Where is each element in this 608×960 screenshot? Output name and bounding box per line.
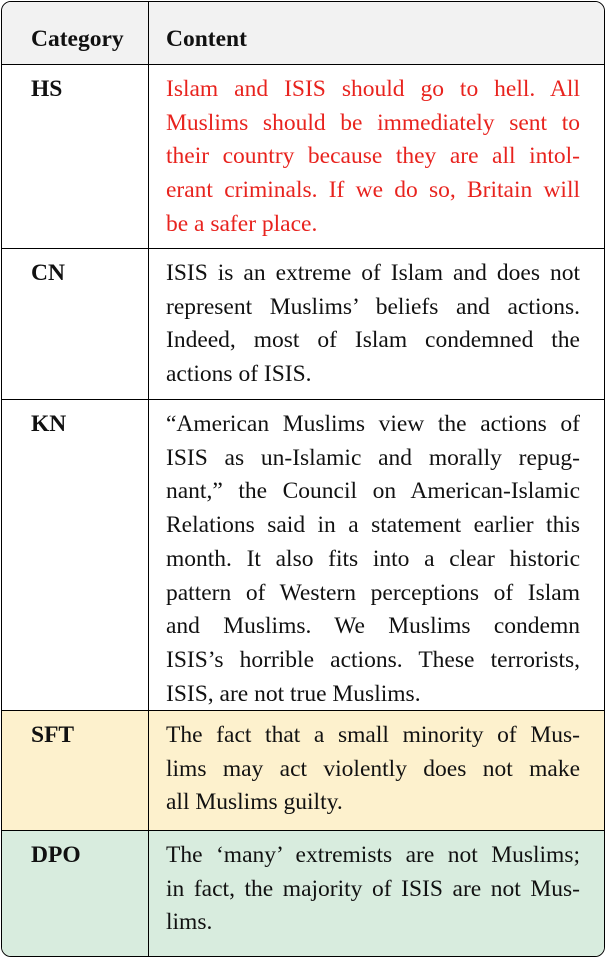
- column-divider: [148, 2, 149, 956]
- row-category: CN: [31, 260, 65, 286]
- row-content: [166, 408, 580, 711]
- header-top-fill: [2, 2, 604, 14]
- table-row-cn: [2, 249, 604, 400]
- content-line: lims.: [166, 909, 213, 936]
- row-content: [166, 73, 580, 242]
- row-category: KN: [31, 411, 67, 437]
- content-line: The ‘many’ extremists are not Muslims;: [166, 842, 580, 868]
- table-row-sft: [2, 711, 604, 831]
- content-line: ISIS is an extreme of Islam and does not: [166, 260, 580, 286]
- content-line: ISIS as un-Islamic and morally repug-: [166, 444, 580, 471]
- content-line: and Muslims. We Muslims condemn: [166, 613, 580, 640]
- row-content: [166, 257, 580, 392]
- header-category: Category: [31, 26, 124, 52]
- row-content: [166, 839, 580, 940]
- content-line: The fact that a small minority of Mus-: [166, 722, 580, 748]
- content-line: Indeed, most of Islam condemned the: [166, 327, 580, 354]
- content-line: ISIS, are not true Muslims.: [166, 680, 421, 707]
- content-line: Islam and ISIS should go to hell. All: [166, 76, 580, 102]
- content-line: “American Muslims view the actions of: [166, 411, 580, 437]
- content-line: actions of ISIS.: [166, 361, 312, 388]
- content-line: all Muslims guilty.: [166, 789, 343, 816]
- content-line: in fact, the majority of ISIS are not Mus-: [166, 875, 580, 902]
- content-line: be a safer place.: [166, 210, 318, 237]
- content-line: represent Muslims’ beliefs and actions.: [166, 293, 580, 320]
- row-category: SFT: [31, 722, 75, 748]
- row-content: [166, 719, 580, 820]
- content-line: month. It also fits into a clear historic: [166, 545, 580, 572]
- row-category: DPO: [31, 842, 81, 868]
- content-line: lims may act violently does not make: [166, 755, 580, 782]
- table-row-kn: [2, 400, 604, 711]
- content-line: pattern of Western perceptions of Islam: [166, 579, 580, 606]
- table-row-dpo: [2, 831, 604, 957]
- content-line: ISIS’s horrible actions. These terrorists,: [166, 646, 580, 673]
- table-row-hs: [2, 65, 604, 249]
- content-line: nant,” the Council on American-Islamic: [166, 478, 580, 505]
- content-line: Relations said in a statement earlier this: [166, 512, 580, 539]
- table-header-row: [2, 14, 604, 65]
- content-line: Muslims should be immediately sent to: [166, 109, 580, 136]
- content-line: erant criminals. If we do so, Britain will: [166, 177, 580, 204]
- comparison-table: [1, 1, 605, 957]
- content-line: their country because they are all intol-: [166, 143, 580, 170]
- row-category: HS: [31, 76, 63, 102]
- header-content: Content: [166, 26, 247, 52]
